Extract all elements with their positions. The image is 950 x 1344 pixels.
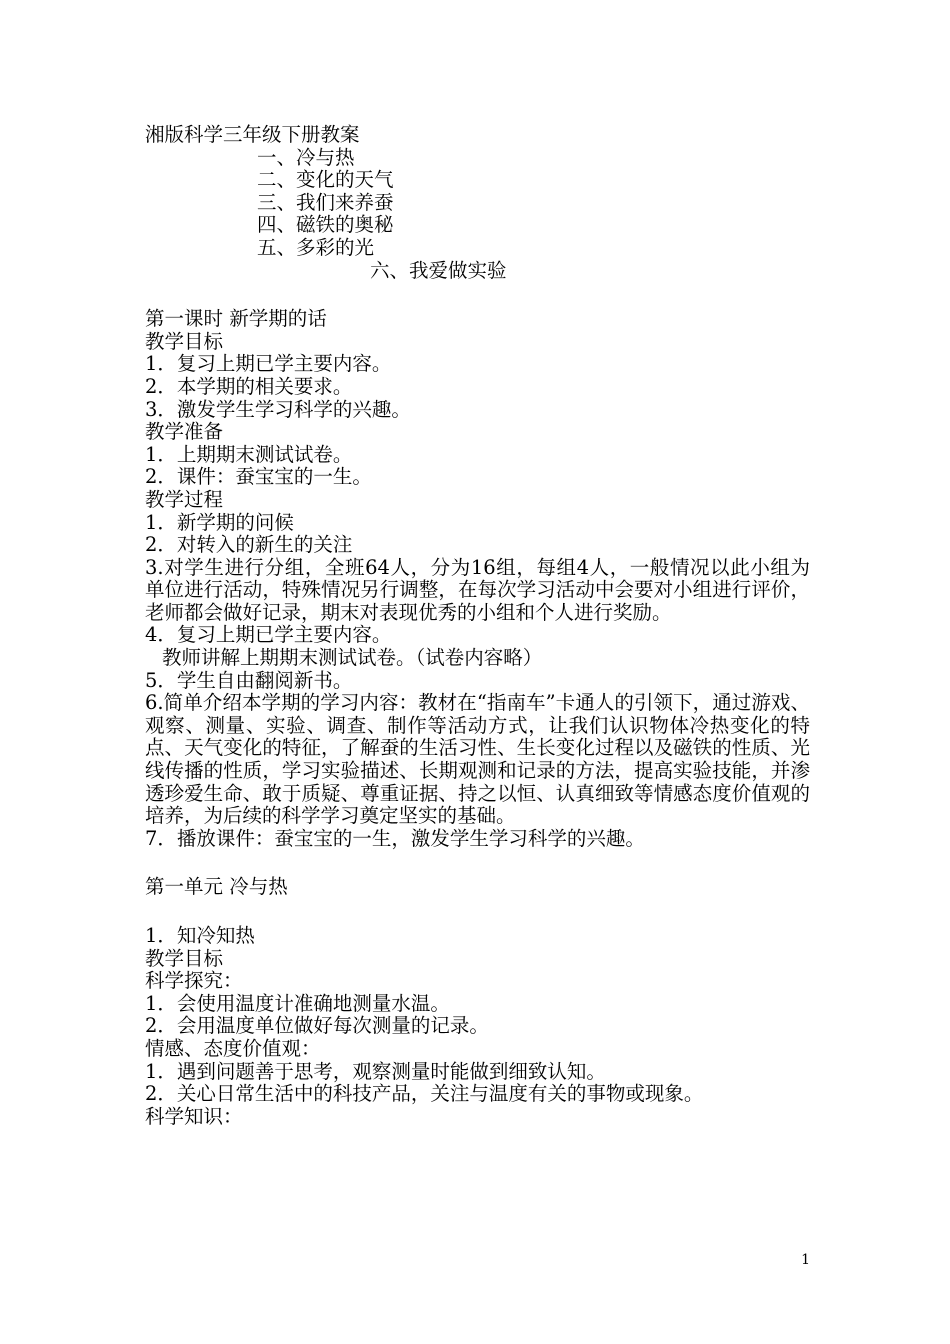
lesson-heading: 第一课时 新学期的话 — [145, 307, 327, 331]
attitude-item: 1．遇到问题善于思考，观察测量时能做到细致认知。 — [145, 1059, 606, 1083]
prep-heading: 教学准备 — [145, 420, 224, 444]
lesson-title: 1．知冷知热 — [145, 924, 255, 947]
process-heading: 教学过程 — [145, 487, 224, 511]
toc-item: 二、变化的天气 — [257, 168, 394, 192]
toc-item-last: 六、我爱做实验 — [370, 258, 507, 282]
attitude-item: 2．关心日常生活中的科技产品，关注与温度有关的事物或现象。 — [145, 1082, 704, 1106]
process-paragraph: 3.对学生进行分组，全班64人，分为16组，每组4人，一般情况以此小组为单位进行活动，特殊情况另行调整，在每次学习活动中会要对小组进行评价，老师都会做好记录，期末对表现优秀的小组和个人进行奖励。 — [145, 555, 810, 624]
process-item: 2．对转入的新生的关注 — [145, 533, 353, 557]
prep-item: 2．课件：蚕宝宝的一生。 — [145, 465, 372, 489]
goal-item: 2．本学期的相关要求。 — [145, 374, 353, 398]
process-item: 7．播放课件：蚕宝宝的一生，激发学生学习科学的兴趣。 — [145, 826, 645, 850]
goals-heading: 教学目标 — [145, 946, 224, 970]
inquiry-item: 1．会使用温度计准确地测量水温。 — [145, 991, 450, 1015]
document-title: 湘版科学三年级下册教案 — [145, 123, 360, 146]
goal-item: 1．复习上期已学主要内容。 — [145, 352, 392, 376]
toc-item: 三、我们来养蚕 — [257, 190, 394, 214]
process-item: 5．学生自由翻阅新书。 — [145, 668, 353, 692]
process-note: 教师讲解上期期末测试试卷。（试卷内容略） — [162, 646, 543, 670]
process-paragraph: 6.简单介绍本学期的学习内容：教材在“指南车”卡通人的引领下，通过游戏、观察、测量、实验、调查、制作等活动方式，让我们认识物体冷热变化的特点、天气变化的特征，了解蚕的生活习性、生长变化过程以及磁铁的性质、光线传播的性质，学习实验描述、长期观测和记录的方法，提高实验技能，并渗透珍爱生命、敢于质疑、尊重证据、持之以恒、认真细致等情感态度价值观的培养，为后续的科学学习奠定坚实的基础。 — [145, 691, 810, 828]
prep-item: 1．上期期末测试试卷。 — [145, 442, 353, 466]
inquiry-heading: 科学探究： — [145, 969, 243, 993]
attitude-heading: 情感、态度价值观： — [145, 1036, 321, 1060]
toc-item: 四、磁铁的奥秘 — [257, 213, 394, 237]
toc-item: 五、多彩的光 — [257, 235, 375, 259]
process-item: 1．新学期的问候 — [145, 510, 294, 534]
goals-heading: 教学目标 — [145, 329, 224, 353]
page-number: 1 — [801, 1252, 810, 1268]
inquiry-item: 2．会用温度单位做好每次测量的记录。 — [145, 1014, 489, 1038]
goal-item: 3．激发学生学习科学的兴趣。 — [145, 397, 411, 421]
process-item: 4．复习上期已学主要内容。 — [145, 623, 392, 647]
unit-heading: 第一单元 冷与热 — [145, 875, 288, 899]
knowledge-heading: 科学知识： — [145, 1104, 243, 1128]
toc-item: 一、冷与热 — [257, 145, 355, 169]
document-body — [145, 124, 810, 1128]
